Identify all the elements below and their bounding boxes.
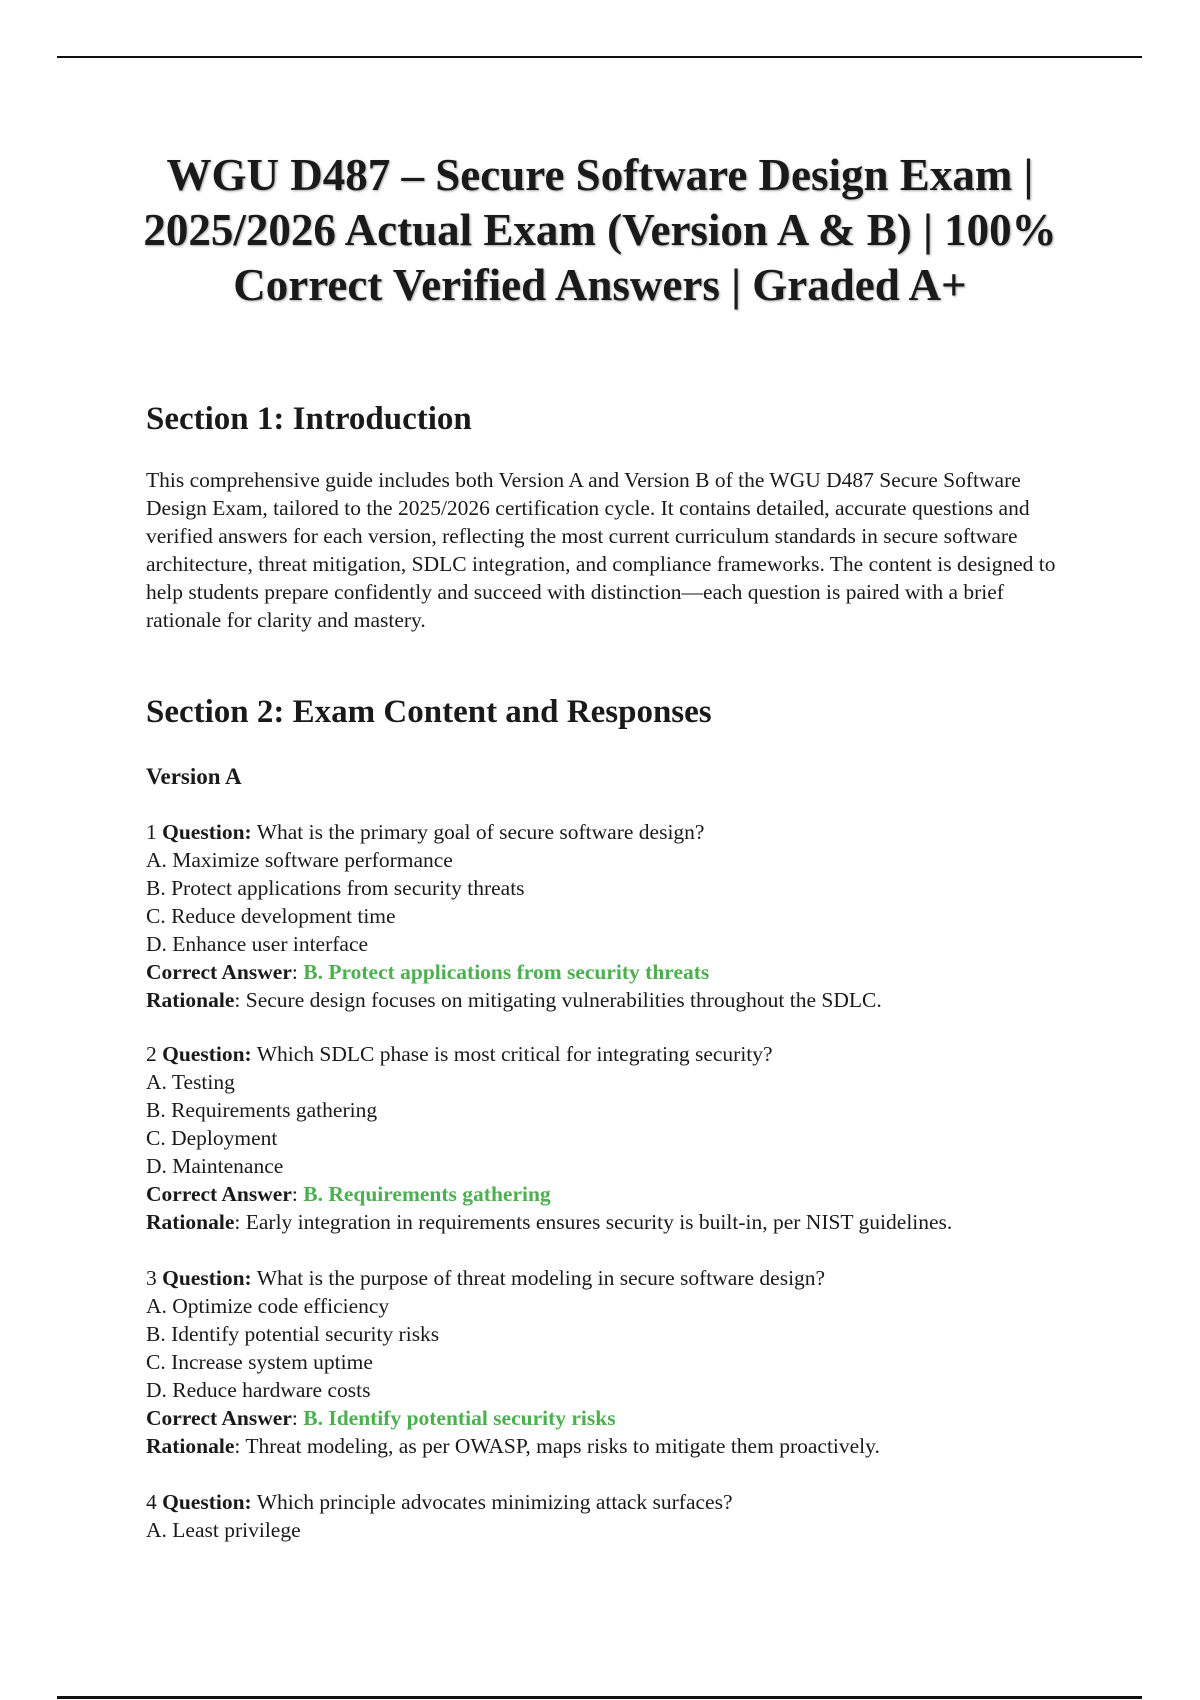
section1-body: This comprehensive guide includes both Version A and Version B of the WGU D487 Secure Software Design Exam, tailored to the 2025/2026 certification cycle. It contains detailed, accurate questions and verified answers for each version, reflecting the most current curriculum standards in secure software architecture, threat mitigation, SDLC integration, and compliance frameworks. The content is designed to help students prepare confidently and succeed with distinction—each question is paired with a brief rationale for clarity and mastery. — [146, 468, 1056, 632]
bottom-rule — [57, 1696, 1142, 1699]
question-label: Question: — [162, 1266, 252, 1290]
question-block-3 — [146, 1264, 1106, 1460]
correct-answer: B. Identify potential security risks — [303, 1406, 616, 1430]
question-label: Question: — [162, 1042, 252, 1066]
rationale-label: Rationale — [146, 1434, 235, 1458]
question-text: What is the primary goal of secure software design? — [251, 820, 705, 844]
version-heading: Version A — [146, 764, 242, 789]
correct-answer: B. Protect applications from security threats — [303, 960, 710, 984]
top-rule — [57, 56, 1142, 58]
question-line — [146, 1488, 1106, 1516]
question-label: Question: — [162, 1490, 252, 1514]
separator: : — [234, 1210, 246, 1234]
option-b: B. Requirements gathering — [146, 1098, 378, 1122]
question-number: 3 — [146, 1266, 157, 1290]
section2-heading: Section 2: Exam Content and Responses — [146, 694, 712, 730]
correct-answer-line — [146, 958, 1106, 986]
question-number: 4 — [146, 1490, 157, 1514]
correct-answer-line — [146, 1404, 1106, 1432]
question-line — [146, 818, 1106, 846]
correct-answer-label: Correct Answer — [146, 1406, 292, 1430]
question-block-1 — [146, 818, 1106, 1014]
option-a: A. Least privilege — [146, 1518, 301, 1542]
option-a: A. Optimize code efficiency — [146, 1294, 390, 1318]
correct-answer-label: Correct Answer — [146, 960, 292, 984]
separator: : — [291, 1182, 304, 1206]
option-b: B. Protect applications from security threats — [146, 876, 525, 900]
rationale-line — [146, 1208, 1106, 1236]
separator: : — [234, 988, 246, 1012]
rationale-label: Rationale — [146, 1210, 235, 1234]
option-c: C. Deployment — [146, 1126, 278, 1150]
option-a: A. Maximize software performance — [146, 848, 453, 872]
question-number: 1 — [146, 820, 157, 844]
rationale-line — [146, 1432, 1106, 1460]
section1-heading: Section 1: Introduction — [146, 401, 472, 437]
document-title: WGU D487 – Secure Software Design Exam | 2025/2026 Actual Exam (Version A & B) | 100% Correct Verified Answers | Graded A+ — [143, 150, 1057, 310]
question-block-2 — [146, 1040, 1106, 1236]
question-text: What is the purpose of threat modeling in secure software design? — [251, 1266, 826, 1290]
question-text: Which SDLC phase is most critical for integrating security? — [251, 1042, 773, 1066]
question-label: Question: — [162, 820, 252, 844]
correct-answer-label: Correct Answer — [146, 1182, 292, 1206]
separator: : — [291, 960, 304, 984]
rationale-text: Secure design focuses on mitigating vulnerabilities throughout the SDLC. — [245, 988, 882, 1012]
correct-answer: B. Requirements gathering — [303, 1182, 551, 1206]
option-d: D. Enhance user interface — [146, 932, 369, 956]
separator: : — [291, 1406, 304, 1430]
rationale-text: Threat modeling, as per OWASP, maps risks to mitigate them proactively. — [245, 1434, 880, 1458]
correct-answer-line — [146, 1180, 1106, 1208]
rationale-line — [146, 986, 1106, 1014]
option-d: D. Maintenance — [146, 1154, 284, 1178]
option-d: D. Reduce hardware costs — [146, 1378, 371, 1402]
question-line — [146, 1264, 1106, 1292]
question-line — [146, 1040, 1106, 1068]
question-text: Which principle advocates minimizing attack surfaces? — [251, 1490, 733, 1514]
rationale-text: Early integration in requirements ensures security is built-in, per NIST guidelines. — [245, 1210, 953, 1234]
option-c: C. Increase system uptime — [146, 1350, 373, 1374]
option-c: C. Reduce development time — [146, 904, 396, 928]
option-b: B. Identify potential security risks — [146, 1322, 440, 1346]
separator: : — [234, 1434, 246, 1458]
option-a: A. Testing — [146, 1070, 235, 1094]
question-block-4 — [146, 1488, 1106, 1544]
question-number: 2 — [146, 1042, 157, 1066]
section1-heading-wrap — [146, 399, 1066, 439]
section2-heading-wrap — [146, 692, 1066, 732]
rationale-label: Rationale — [146, 988, 235, 1012]
